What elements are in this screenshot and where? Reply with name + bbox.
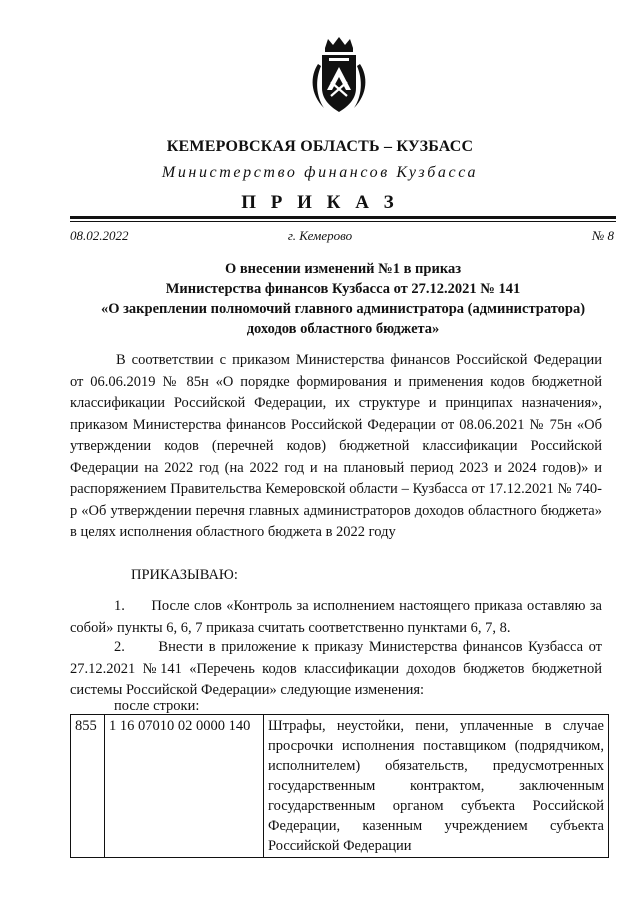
preamble-paragraph: В соответствии с приказом Министерства финансов Российской Федерации от 06.06.2019 № 85н «О порядке формирования и применения кодов бюджетной классификации Российской Федерации, их структуре и принципах назначения», приказом Министерства финансов Российской Федерации от 08.06.2021 № 75н «Об утверждении кодов (перечней кодов) бюджетной классификации Российской Федерации на 2022 год (на 2022 год и на плановый период 2023 и 2024 годов)» и распоряжением Правительства Кемеровской области – Кузбасса от 17.12.2021 № 740-р «Об утверждении перечня главных администраторов доходов областного бюджета» в целях исполнения областного бюджета в 2022 году [70,352,602,540]
order-city: г. Кемерово [287,228,353,243]
header-rule-thin [70,221,616,222]
order-subject [70,259,616,339]
order-date: 08.02.2022 [70,228,129,243]
order-item-2: 2. Внести в приложение к приказу Министерства финансов Кузбасса от 27.12.2021 №141 «Перечень кодов классификации доходов бюджетов бюджетной системы Российской Федерации» следующие изменения: [70,639,602,698]
kuzbass-coat-of-arms-icon [298,34,380,118]
order-number: № 8 [591,228,614,243]
income-codes-table [70,714,609,858]
order-item-1: 1. После слов «Контроль за исполнением настоящего приказа оставляю за собой» пункты 6, 6, 7 приказа считать соответственно пунктами 6, 7, 8. [70,598,602,636]
document-type: П Р И К А З [241,192,399,213]
header-rule-thick [70,216,616,219]
income-code-cell: 1 16 07010 02 0000 140 [105,715,264,858]
ministry-name: Министерство финансов Кузбасса [161,164,479,181]
region-title: КЕМЕРОВСКАЯ ОБЛАСТЬ – КУЗБАСС [166,138,474,155]
subject-line: доходов областного бюджета» [246,321,440,337]
subject-line: «О закреплении полномочий главного администратора (администратора) [100,301,586,317]
table-row [71,715,609,858]
subject-line: О внесении изменений №1 в приказ [224,261,462,277]
subject-line: Министерства финансов Кузбасса от 27.12.2021 № 141 [165,281,521,297]
income-name-cell: Штрафы, неустойки, пени, уплаченные в случае просрочки исполнения поставщиком (подрядчиком, исполнителем) обязательств, предусмотренных государственным контрактом, заключенным государственным органом субъекта Российской Федерации, казенным учреждением субъекта Российской Федерации [264,715,609,858]
after-line-label: после строки: [114,698,200,714]
admin-code-cell: 855 [71,715,105,858]
order-word: ПРИКАЗЫВАЮ: [131,567,238,583]
